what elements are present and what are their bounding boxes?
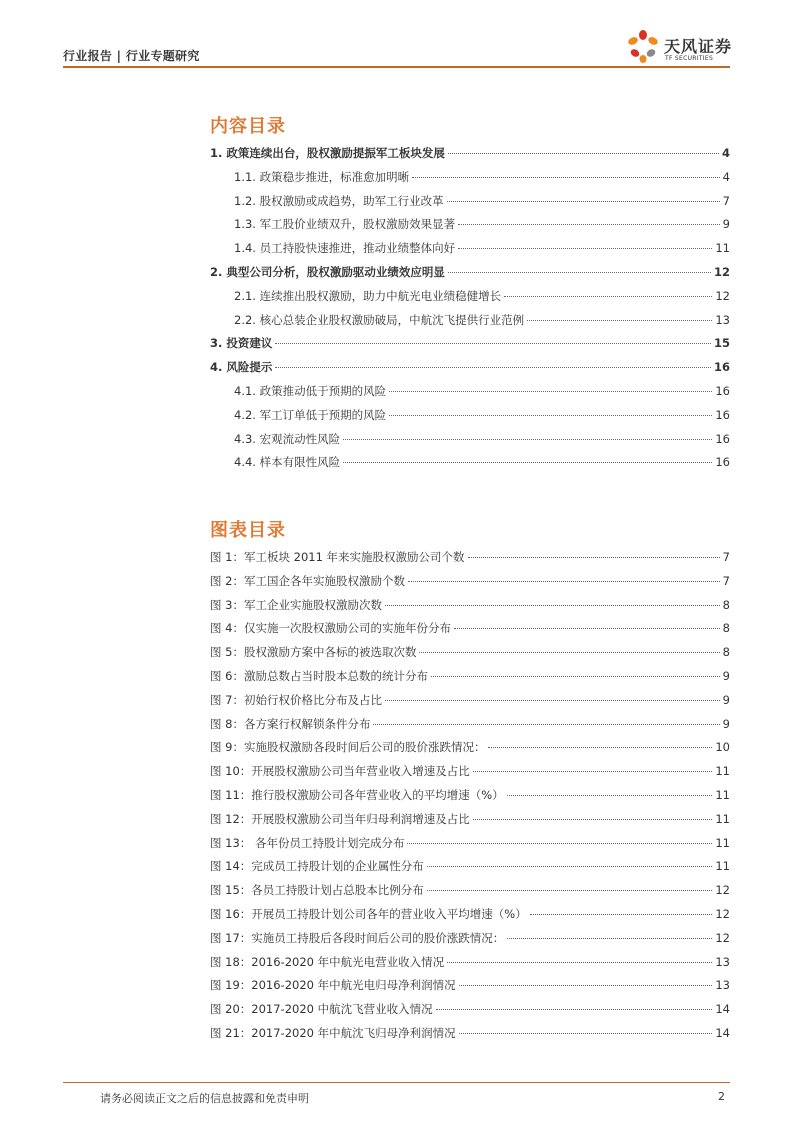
toc-entry[interactable] <box>210 264 730 280</box>
toc-entry[interactable] <box>234 431 730 447</box>
toc-entry[interactable] <box>234 312 730 328</box>
entry-title: 4.1. 政策推动低于预期的风险 <box>234 384 387 398</box>
entry-title: 图 11：推行股权激励公司各年营业收入的平均增速（%） <box>210 788 504 802</box>
entry-title: 图 14：完成员工持股计划的企业属性分布 <box>210 859 424 874</box>
header-divider <box>63 66 730 68</box>
dot-leader <box>448 272 711 273</box>
dot-leader <box>458 248 712 249</box>
entry-page-number: 12 <box>715 907 730 921</box>
toc-title: 内容目录 <box>210 116 286 137</box>
toc-entry[interactable] <box>234 288 730 304</box>
entry-title: 图 13： 各年份员工持股计划完成分布 <box>210 835 405 850</box>
company-logo <box>624 24 734 64</box>
dot-leader <box>431 676 720 677</box>
entry-title: 图 16：开展员工持股计划公司各年的营业收入平均增速（%） <box>210 907 527 921</box>
entry-title: 图 7：初始行权价格比分布及占比 <box>210 692 382 707</box>
entry-title: 4. 风险提示 <box>210 360 273 375</box>
entry-page-number: 16 <box>715 431 730 446</box>
dot-leader <box>427 866 713 867</box>
toc-entry[interactable] <box>234 216 730 232</box>
entry-page-number: 4 <box>721 146 730 160</box>
dot-leader <box>473 771 713 772</box>
entry-title: 图 9：实施股权激励各段时间后公司的股价涨跌情况： <box>210 740 486 755</box>
entry-page-number: 7 <box>722 573 730 588</box>
entry-page-number: 16 <box>715 455 730 470</box>
dot-leader <box>448 153 719 154</box>
entry-title: 图 1：军工板块 2011 年来实施股权激励公司个数 <box>210 550 465 564</box>
figure-entry[interactable] <box>210 668 730 684</box>
toc-entry[interactable] <box>210 335 730 351</box>
entry-title: 2.2. 核心总装企业股权激励破局，中航沈飞提供行业范例 <box>234 312 525 327</box>
entry-page-number: 7 <box>722 550 730 564</box>
entry-title: 1.3. 军工股价业绩双升，股权激励效果显著 <box>234 217 456 232</box>
entry-page-number: 12 <box>715 288 730 303</box>
entry-title: 4.2. 军工订单低于预期的风险 <box>234 407 387 422</box>
dot-leader <box>343 462 712 463</box>
toc-entry[interactable] <box>234 169 730 185</box>
footer-divider <box>63 1082 730 1083</box>
dot-leader <box>412 177 720 178</box>
dot-leader <box>458 224 720 225</box>
figure-entry[interactable] <box>210 954 730 970</box>
dot-leader <box>527 320 712 321</box>
disclaimer: 请务必阅读正文之后的信息披露和免责申明 <box>100 1092 309 1105</box>
entry-page-number: 15 <box>713 336 730 351</box>
dot-leader <box>275 343 711 344</box>
entry-page-number: 7 <box>722 193 730 208</box>
entry-page-number: 9 <box>722 692 730 707</box>
figure-entry[interactable] <box>210 620 730 636</box>
entry-title: 1.1. 政策稳步推进，标准愈加明晰 <box>234 169 410 184</box>
entry-title: 图 10：开展股权激励公司当年营业收入增速及占比 <box>210 764 470 779</box>
entry-page-number: 11 <box>715 241 730 256</box>
dot-leader <box>385 700 720 701</box>
figure-entry[interactable] <box>210 1025 730 1041</box>
figure-entry[interactable] <box>210 835 730 851</box>
figure-entry[interactable] <box>210 763 730 779</box>
entry-page-number: 11 <box>715 788 730 802</box>
figure-entry[interactable] <box>210 906 730 922</box>
dot-leader <box>419 652 719 653</box>
entry-page-number: 12 <box>715 883 730 898</box>
dot-leader <box>447 201 720 202</box>
report-category: 行业报告 | 行业专题研究 <box>63 49 200 63</box>
dot-leader <box>407 843 712 844</box>
entry-page-number: 14 <box>715 1026 730 1040</box>
entry-page-number: 9 <box>722 669 730 683</box>
entry-page-number: 11 <box>715 764 730 779</box>
dot-leader <box>488 747 712 748</box>
entry-page-number: 16 <box>715 384 730 398</box>
brand-name-cn: 天风证券 <box>664 37 733 56</box>
dot-leader <box>343 439 712 440</box>
entry-title: 图 17：实施员工持股后各段时间后公司的股价涨跌情况： <box>210 930 505 945</box>
toc-entry[interactable] <box>234 383 730 399</box>
dot-leader <box>373 724 719 725</box>
figure-entry[interactable] <box>210 716 730 732</box>
figure-entry[interactable] <box>210 573 730 589</box>
dot-leader <box>389 391 712 392</box>
dot-leader <box>427 890 713 891</box>
dot-leader <box>459 985 713 986</box>
entry-title: 1.4. 员工持股快速推进，推动业绩整体向好 <box>234 241 456 256</box>
dot-leader <box>473 819 713 820</box>
toc-entry[interactable] <box>210 145 730 161</box>
entry-title: 1. 政策连续出台，股权激励提振军工板块发展 <box>210 146 445 160</box>
figures-title: 图表目录 <box>210 520 286 541</box>
entry-title: 4.4. 样本有限性风险 <box>234 455 341 470</box>
entry-page-number: 9 <box>722 716 730 731</box>
entry-page-number: 13 <box>715 954 730 969</box>
dot-leader <box>507 938 712 939</box>
entry-page-number: 11 <box>715 811 730 826</box>
entry-title: 图 6：激励总数占当时股本总数的统计分布 <box>210 669 428 683</box>
figure-entry[interactable] <box>210 644 730 660</box>
entry-page-number: 16 <box>713 360 730 375</box>
dot-leader <box>468 557 720 558</box>
toc-entry[interactable] <box>234 454 730 470</box>
figure-entry[interactable] <box>210 882 730 898</box>
entry-page-number: 11 <box>715 859 730 874</box>
dot-leader <box>459 1033 713 1034</box>
figure-entry[interactable] <box>210 597 730 613</box>
figure-entry[interactable] <box>210 739 730 755</box>
entry-page-number: 13 <box>715 312 730 327</box>
figure-entry[interactable] <box>210 811 730 827</box>
entry-title: 图 20：2017-2020 中航沈飞营业收入情况 <box>210 1002 433 1017</box>
petal-logo-icon <box>624 28 662 64</box>
entry-page-number: 14 <box>715 1002 730 1017</box>
toc-entry[interactable] <box>234 407 730 423</box>
entry-page-number: 16 <box>715 407 730 422</box>
toc-entry[interactable] <box>234 240 730 256</box>
entry-title: 图 19：2016-2020 年中航光电归母净利润情况 <box>210 978 456 993</box>
entry-title: 图 5：股权激励方案中各标的被选取次数 <box>210 645 417 660</box>
figure-entry[interactable] <box>210 549 730 565</box>
figure-entry[interactable] <box>210 858 730 874</box>
dot-leader <box>436 1009 713 1010</box>
entry-page-number: 9 <box>722 217 730 232</box>
entry-title: 图 3：军工企业实施股权激励次数 <box>210 597 382 612</box>
brand-name-en: TF SECURITIES <box>665 55 714 62</box>
dot-leader <box>385 605 720 606</box>
entry-title: 图 8：各方案行权解锁条件分布 <box>210 716 371 731</box>
dot-leader <box>389 415 712 416</box>
entry-title: 2. 典型公司分析，股权激励驱动业绩效应明显 <box>210 265 445 279</box>
figure-entry[interactable] <box>210 977 730 993</box>
entry-page-number: 8 <box>722 597 730 612</box>
entry-title: 图 12：开展股权激励公司当年归母利润增速及占比 <box>210 811 470 826</box>
dot-leader <box>275 367 711 368</box>
figure-entry[interactable] <box>210 787 730 803</box>
entry-title: 图 18：2016-2020 年中航光电营业收入情况 <box>210 954 445 969</box>
toc-entry[interactable] <box>210 359 730 375</box>
page-number: 2 <box>718 1090 725 1103</box>
entry-title: 图 21：2017-2020 年中航沈飞归母净利润情况 <box>210 1026 456 1040</box>
entry-page-number: 13 <box>715 978 730 993</box>
entry-page-number: 12 <box>715 930 730 945</box>
entry-title: 图 15：各员工持股计划占总股本比例分布 <box>210 883 424 898</box>
entry-page-number: 12 <box>713 265 730 279</box>
entry-title: 4.3. 宏观流动性风险 <box>234 431 341 446</box>
entry-title: 3. 投资建议 <box>210 336 273 351</box>
dot-leader <box>530 914 713 915</box>
entry-title: 2.1. 连续推出股权激励，助力中航光电业绩稳健增长 <box>234 288 502 303</box>
toc-entry[interactable] <box>234 193 730 209</box>
entry-title: 1.2. 股权激励或成趋势，助军工行业改革 <box>234 193 444 208</box>
entry-page-number: 4 <box>722 169 730 184</box>
entry-page-number: 8 <box>722 645 730 660</box>
dot-leader <box>408 581 720 582</box>
figure-entry[interactable] <box>210 930 730 946</box>
figure-entry[interactable] <box>210 692 730 708</box>
dot-leader <box>504 296 712 297</box>
entry-page-number: 10 <box>715 740 730 755</box>
entry-title: 图 4：仅实施一次股权激励公司的实施年份分布 <box>210 621 451 636</box>
dot-leader <box>507 795 713 796</box>
entry-title: 图 2：军工国企各年实施股权激励个数 <box>210 573 405 588</box>
figure-entry[interactable] <box>210 1001 730 1017</box>
dot-leader <box>447 962 712 963</box>
dot-leader <box>454 628 720 629</box>
entry-page-number: 11 <box>715 835 730 850</box>
entry-page-number: 8 <box>722 621 730 636</box>
